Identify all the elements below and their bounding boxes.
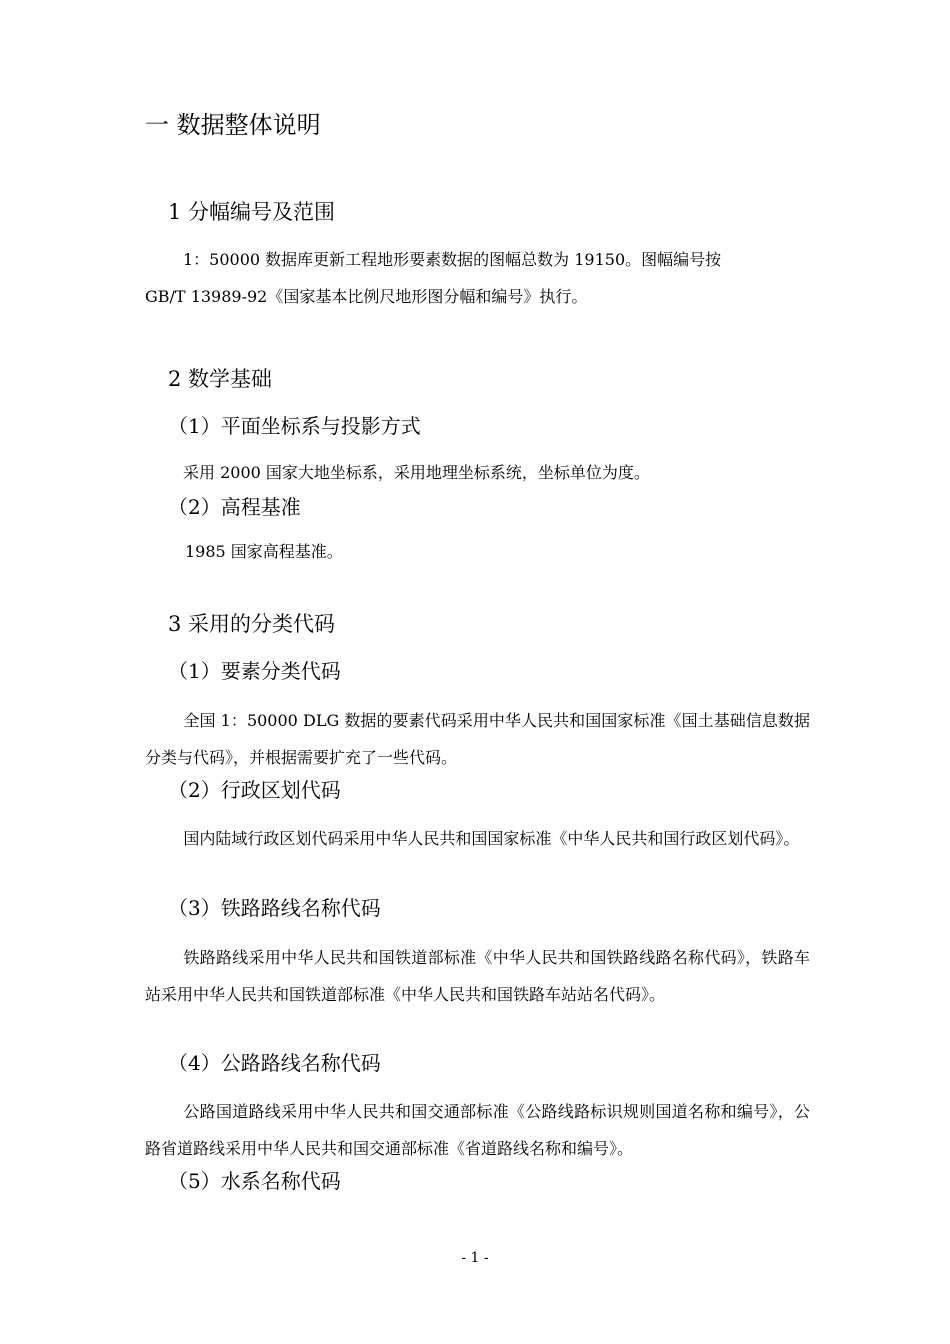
page-number: - 1 -	[461, 1250, 489, 1266]
paragraph-feature-codes: 全国 1：50000 DLG 数据的要素代码采用中华人民共和国国家标准《国土基础信息数据分类与代码》，并根据需要扩充了一些代码。	[145, 711, 810, 767]
subsection-title-sheet-numbering: 1 分幅编号及范围	[168, 200, 336, 224]
item-title-coordinate-system: （1）平面坐标系与投影方式	[168, 414, 421, 438]
item-title-feature-codes: （1）要素分类代码	[168, 659, 341, 683]
paragraph-coordinate-system: 采用 2000 国家大地坐标系，采用地理坐标系统，坐标单位为度。	[183, 463, 650, 482]
section-title: 一 数据整体说明	[145, 111, 321, 139]
subsection-title-classification-codes: 3 采用的分类代码	[168, 612, 336, 636]
paragraph-railway-codes: 铁路路线采用中华人民共和国铁道部标准《中华人民共和国铁路线路名称代码》，铁路车站采用中华人民共和国铁道部标准《中华人民共和国铁路车站站名代码》。	[145, 948, 810, 1004]
item-title-highway-codes: （4）公路路线名称代码	[168, 1051, 381, 1075]
item-title-elevation-datum: （2）高程基准	[168, 495, 301, 519]
paragraph-admin-codes: 国内陆域行政区划代码采用中华人民共和国国家标准《中华人民共和国行政区划代码》。	[183, 829, 800, 848]
paragraph-sheet-count	[183, 242, 813, 279]
item-title-water-codes: （5）水系名称代码	[168, 1169, 341, 1193]
paragraph-line: 1：50000 数据库更新工程地形要素数据的图幅总数为 19150。图幅编号按	[183, 250, 722, 269]
item-title-railway-codes: （3）铁路路线名称代码	[168, 896, 381, 920]
subsection-title-math-basis: 2 数学基础	[168, 367, 273, 391]
paragraph-elevation-datum: 1985 国家高程基准。	[185, 542, 343, 561]
item-title-admin-codes: （2）行政区划代码	[168, 778, 341, 802]
paragraph-sheet-standard	[145, 279, 775, 316]
paragraph-highway-codes: 公路国道路线采用中华人民共和国交通部标准《公路线路标识规则国道名称和编号》，公路省道路线采用中华人民共和国交通部标准《省道路线名称和编号》。	[145, 1102, 810, 1158]
paragraph-line: GB/T 13989-92《国家基本比例尺地形图分幅和编号》执行。	[145, 287, 588, 306]
